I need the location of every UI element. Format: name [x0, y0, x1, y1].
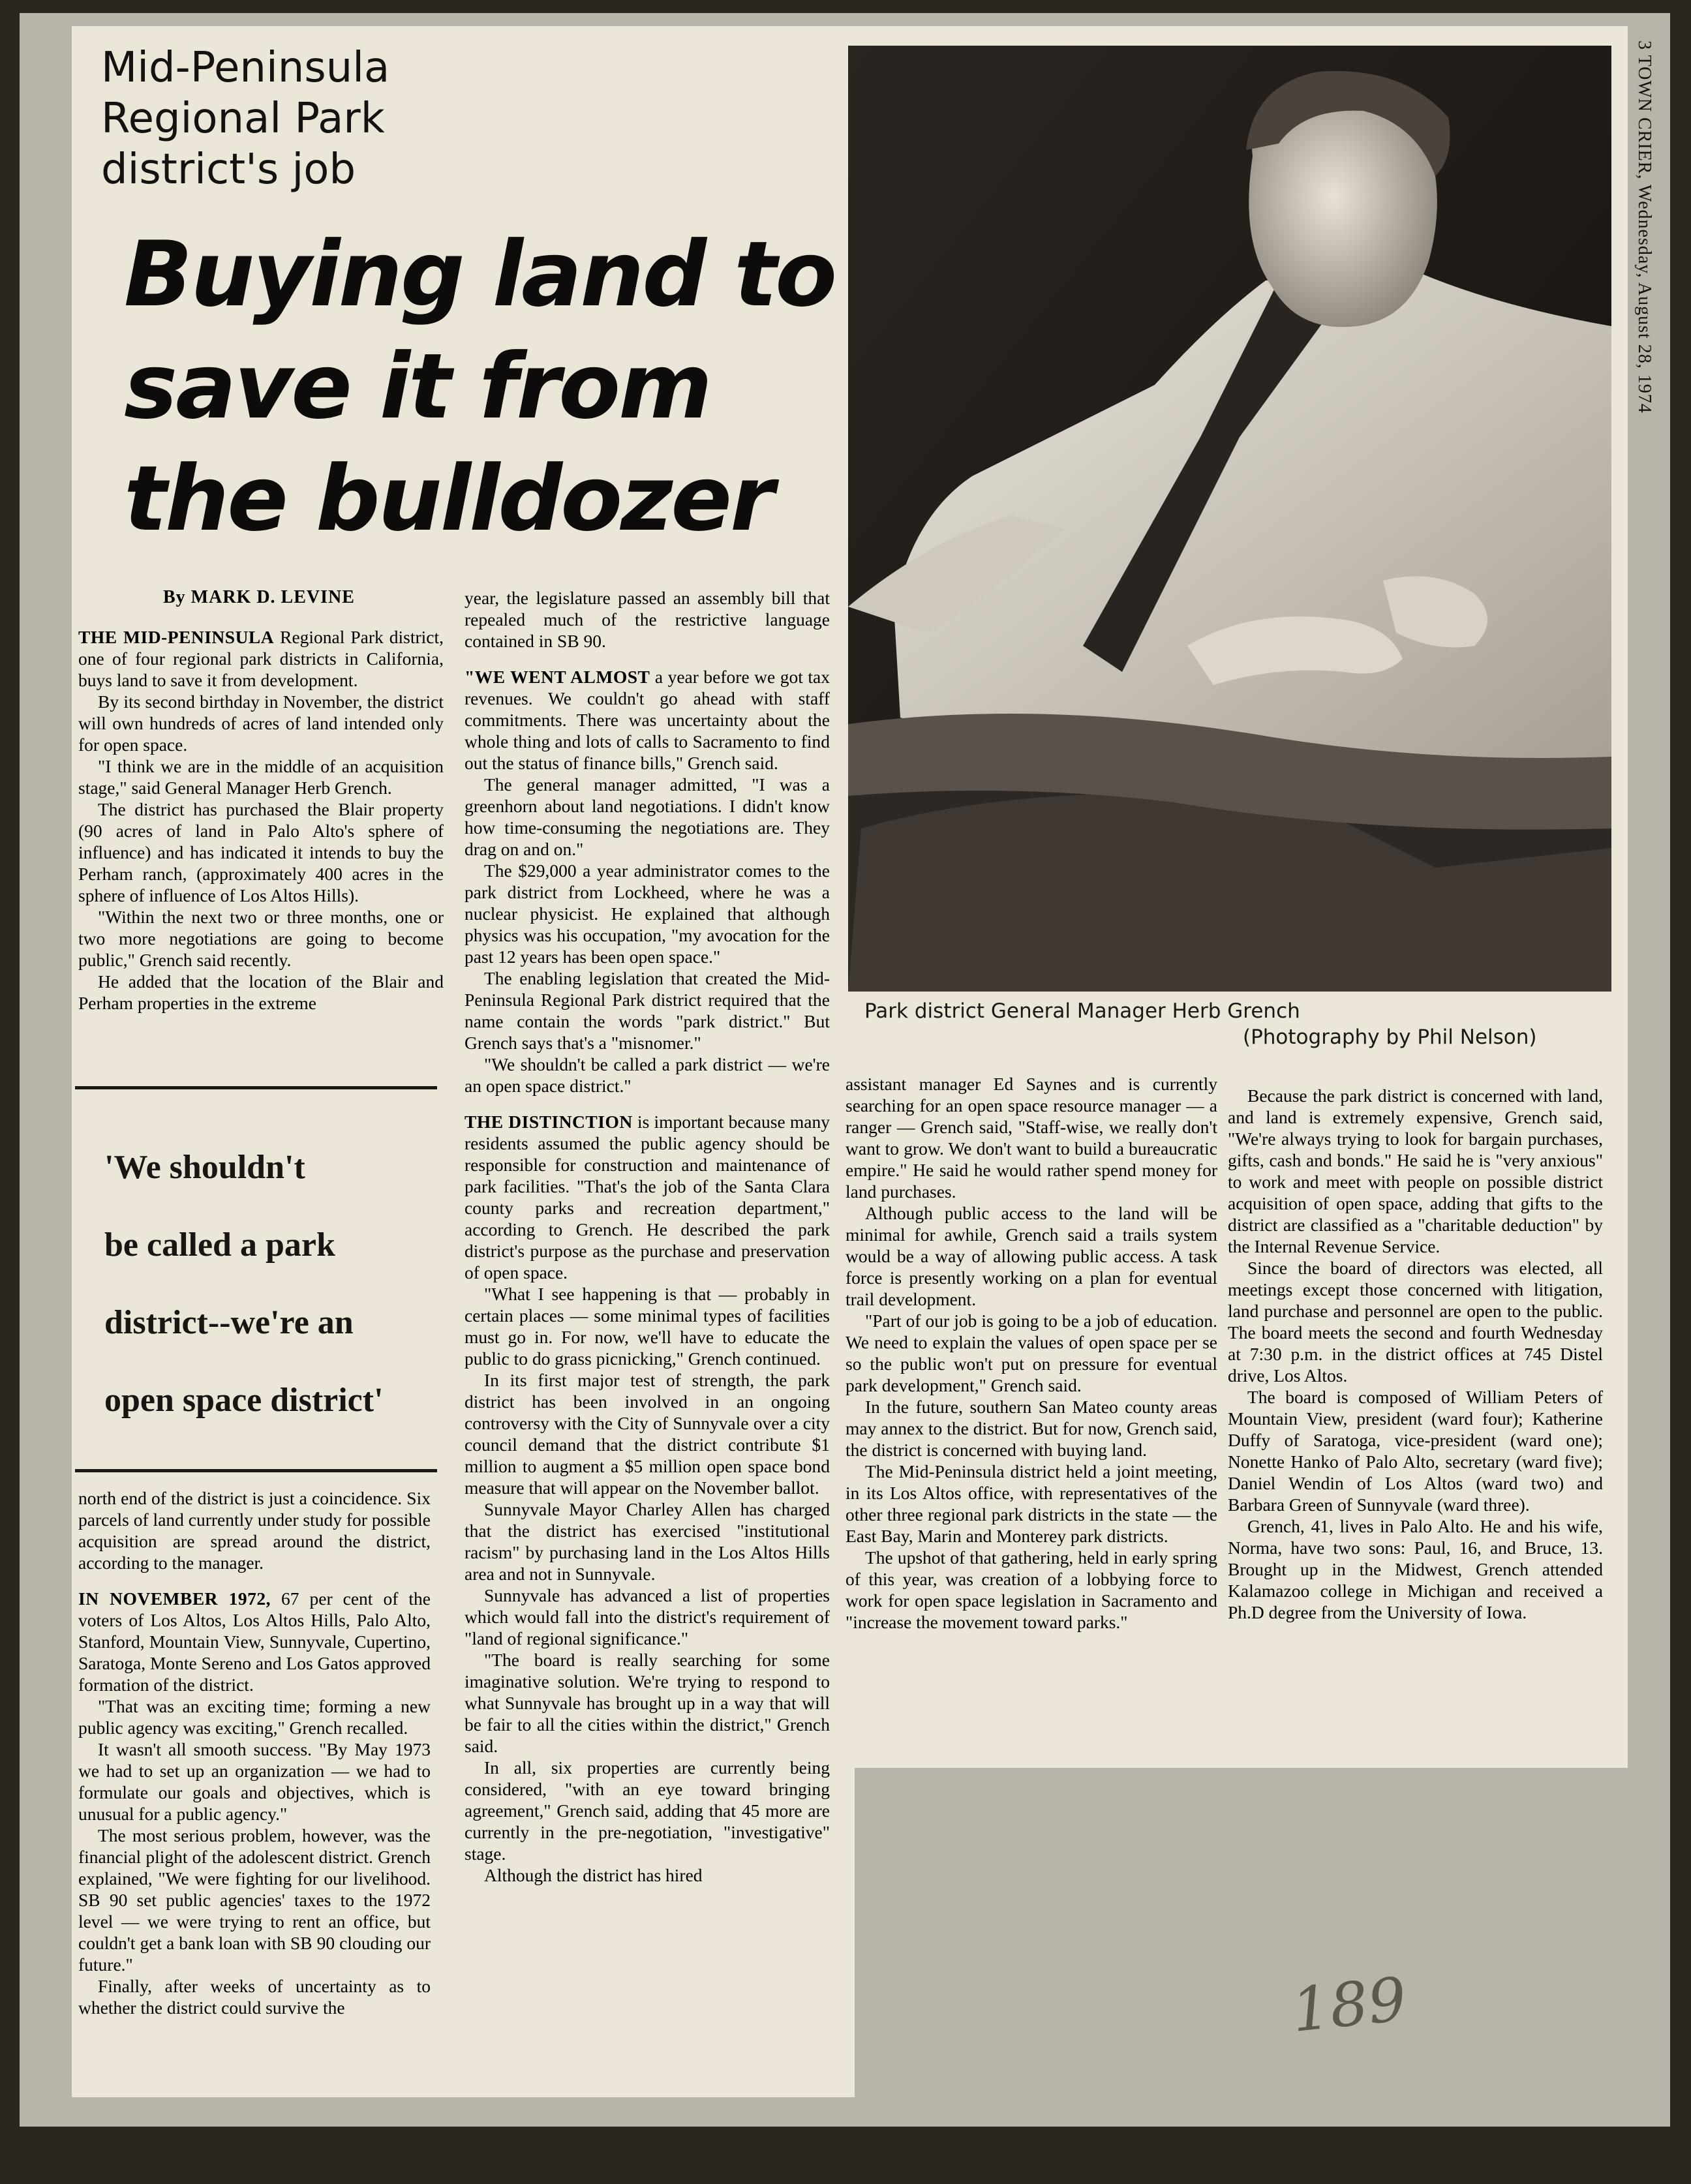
paragraph-lead-in: IN NOVEMBER 1972,: [78, 1588, 271, 1609]
article-paragraph: [465, 1498, 830, 1585]
pull-quote-line: district--we're an: [104, 1304, 354, 1341]
article-paragraph: [465, 1864, 830, 1886]
handwritten-page-number: 189: [1288, 1964, 1410, 2046]
pull-quote-rule-top: [75, 1086, 437, 1089]
article-paragraph: [465, 1111, 830, 1283]
caption-text: Park district General Manager Herb Grench: [864, 999, 1300, 1023]
paragraph-text: north end of the district is just a coincidence. Six parcels of land currently under study for possible acquisition are spread around the district, according to the manager.: [78, 1488, 431, 1573]
paragraph-text: The $29,000 a year administrator comes to the park district from Lockheed, where he was a nuclear physicist. He explained that although physics was his occupation, "my avocation for the past 12 years has been open space.": [465, 860, 830, 967]
paragraph-text: Sunnyvale has advanced a list of properties which would fall into the district's requirement of "land of regional significance.": [465, 1585, 830, 1648]
byline: By MARK D. LEVINE: [163, 587, 355, 607]
article-paragraph: [846, 1396, 1217, 1461]
article-paragraph: [465, 587, 830, 652]
headline-line: save it from: [124, 334, 710, 439]
paragraph-text: He added that the location of the Blair and Perham properties in the extreme: [78, 971, 444, 1013]
paragraph-text: assistant manager Ed Saynes and is currently searching for an open space resource manager — a ranger — Grench said, "Staff-wise, we really don't want to grow. We don't want to build a bureaucratic empire." He said he would rather spend money for land purchases.: [846, 1074, 1217, 1202]
article-paragraph: [465, 1585, 830, 1649]
paragraph-text: "I think we are in the middle of an acquisition stage," said General Manager Herb Grench.: [78, 756, 444, 798]
article-paragraph: [78, 1975, 431, 2018]
paragraph-text: "That was an exciting time; forming a new public agency was exciting," Grench recalled.: [78, 1696, 431, 1738]
paragraph-text: The upshot of that gathering, held in early spring of this year, was creation of a lobbying force to work for open space legislation in Sacramento and "increase the movement toward parks.": [846, 1547, 1217, 1632]
paragraph-text: Sunnyvale Mayor Charley Allen has charged that the district has exercised "institutional racism" by purchasing land in the Los Altos Hills area and not in Sunnyvale.: [465, 1499, 830, 1584]
article-paragraph: [1228, 1085, 1603, 1257]
paragraph-text: "The board is really searching for some imaginative solution. We're trying to respond to what Sunnyvale has brought up in a way that will be fair to all the cities within the district," Grench said.: [465, 1650, 830, 1756]
dateline: [1626, 40, 1665, 510]
paragraph-text: "We shouldn't be called a park district — we're an open space district.": [465, 1054, 830, 1096]
article-paragraph: [78, 798, 444, 906]
paragraph-text: Since the board of directors was elected, all meetings except those concerned with litigation, land purchase and personnel are open to the public. The board meets the second and fourth Wednesday at 7:30 p.m. in the district offices at 745 Distel drive, Los Altos.: [1228, 1258, 1603, 1386]
article-paragraph: [846, 1310, 1217, 1396]
paragraph-text: Regional Park district, one of four regional park districts in California, buys land to save it from development.: [78, 627, 444, 690]
photo-caption: [864, 998, 1615, 1050]
paragraph-text: The Mid-Peninsula district held a joint meeting, in its Los Altos office, with representatives of the other three regional park districts in the state — the East Bay, Marin and Monterey park districts.: [846, 1461, 1217, 1546]
article-column-1-continued: [78, 1487, 431, 2018]
paragraph-text: Because the park district is concerned with land, and land is extremely expensive, Grench said, "We're always trying to look for bargain purchases, gifts, cash and bonds." He said he is "very anxious" to work and meet with people on possible district acquisition of open space, adding that gifts to the district are classified as a "charitable deduction" by the Internal Revenue Service.: [1228, 1085, 1603, 1256]
article-paragraph: [1228, 1515, 1603, 1623]
article-paragraph: [846, 1202, 1217, 1310]
article-paragraph: [846, 1461, 1217, 1547]
headline-line: Buying land to: [124, 222, 836, 327]
article-paragraph: [78, 691, 444, 755]
kicker-line: district's job: [101, 145, 356, 194]
article-paragraph: [846, 1073, 1217, 1202]
article-paragraph: [465, 774, 830, 860]
article-paragraph: [846, 1547, 1217, 1633]
article-paragraph: [78, 1588, 431, 1695]
paragraph-text: By its second birthday in November, the district will own hundreds of acres of land intended only for open space.: [78, 691, 444, 755]
article-column-3: [846, 1073, 1217, 1633]
article-column-1: [78, 626, 444, 1014]
headline: [124, 219, 842, 555]
article-paragraph: [1228, 1386, 1603, 1515]
article-paragraph: [465, 967, 830, 1054]
article-paragraph: [78, 626, 444, 691]
article-paragraph: [78, 1825, 431, 1975]
paragraph-text: The enabling legislation that created the Mid-Peninsula Regional Park district required that the name contain the words "park district." But Grench says that's a "misnomer.": [465, 968, 830, 1053]
article-paragraph: [465, 666, 830, 774]
paragraph-text: a year before we got tax revenues. We couldn't go ahead with staff commitments. There was uncertainty about the whole thing and lots of calls to Sacramento to find out the status of finance bills," Grench said.: [465, 667, 830, 773]
article-paragraph: [465, 1054, 830, 1097]
paragraph-text: The district has purchased the Blair property (90 acres of land in Palo Alto's sphere of influence) and has indicated it intends to buy the Perham ranch, (approximately 400 acres in the sphere of influence of Los Altos Hills).: [78, 799, 444, 905]
portrait-photo: [848, 46, 1611, 992]
paragraph-text: The general manager admitted, "I was a greenhorn about land negotiations. I didn't know how time-consuming the negotiations are. They drag on and on.": [465, 774, 830, 859]
paragraph-lead-in: THE MID-PENINSULA: [78, 627, 275, 647]
article-paragraph: [78, 1738, 431, 1825]
article-paragraph: [465, 1649, 830, 1757]
article-paragraph: [78, 1695, 431, 1738]
paragraph-lead-in: THE DISTINCTION: [465, 1112, 633, 1132]
pull-quote-line: open space district': [104, 1382, 384, 1419]
paragraph-text: is important because many residents assumed the public agency should be responsible for construction and maintenance of park facilities. "That's the job of the Santa Clara county parks and recreation department," according to Grench. He described the park district's purpose as the purchase and preservation of open space.: [465, 1112, 830, 1282]
pull-quote-rule-bottom: [75, 1469, 437, 1472]
paragraph-text: 67 per cent of the voters of Los Altos, Los Altos Hills, Palo Alto, Stanford, Mountain View, Sunnyvale, Cupertino, Saratoga, Monte Sereno and Los Gatos approved formation of the district.: [78, 1588, 431, 1695]
paragraph-text: In all, six properties are currently being considered, "with an eye toward bringing agreement," Grench said, adding that 45 more are currently in the pre-negotiation, "investigative" stage.: [465, 1757, 830, 1864]
article-column-4: [1228, 1085, 1603, 1623]
portrait-illustration: [848, 46, 1611, 992]
pull-quote-line: 'We shouldn't: [104, 1149, 305, 1186]
paragraph-text: The board is composed of William Peters of Mountain View, president (ward four); Katherine Duffy of Saratoga, vice-president (ward one); Nonette Hanko of Palo Alto, secretary (ward five); Daniel Wendin of Los Altos (ward two) and Barbara Green of Sunnyvale (ward three).: [1228, 1387, 1603, 1515]
headline-line: the bulldozer: [124, 446, 773, 551]
paragraph-text: "Part of our job is going to be a job of education. We need to explain the values of open space per se so the public won't put on pressure for eventual park development," Grench said.: [846, 1311, 1217, 1395]
kicker-line: Regional Park: [101, 95, 385, 143]
kicker: [101, 42, 754, 195]
pull-quote-line: be called a park: [104, 1226, 335, 1264]
paragraph-text: Although the district has hired: [484, 1865, 703, 1885]
paragraph-text: It wasn't all smooth success. "By May 1973 we had to set up an organization — we had to formulate our goals and objectives, which is unusual for a public agency.": [78, 1739, 431, 1824]
paragraph-text: year, the legislature passed an assembly bill that repealed much of the restrictive language contained in SB 90.: [465, 588, 830, 651]
article-paragraph: [78, 755, 444, 798]
article-paragraph: [465, 1283, 830, 1369]
paragraph-text: In its first major test of strength, the park district has been involved in an ongoing controversy with the City of Sunnyvale over a city council demand that the district contribute $1 million to augment a $5 million open space bond measure that will appear on the November ballot.: [465, 1370, 830, 1498]
article-paragraph: [1228, 1257, 1603, 1386]
paragraph-lead-in: "WE WENT ALMOST: [465, 667, 650, 687]
paragraph-text: Grench, 41, lives in Palo Alto. He and his wife, Norma, have two sons: Paul, 16, and Bruce, 13. Brought up in the Midwest, Grench attended Kalamazoo college in Michigan and received a Ph.D degree from the University of Iowa.: [1228, 1516, 1603, 1622]
kicker-line: Mid-Peninsula: [101, 44, 390, 92]
article-paragraph: [78, 1487, 431, 1573]
paragraph-text: In the future, southern San Mateo county areas may annex to the district. But for now, Grench said, the district is concerned with buying land.: [846, 1397, 1217, 1460]
article-column-2: [465, 587, 830, 1886]
paragraph-text: "Within the next two or three months, one or two more negotiations are going to become public," Grench said recently.: [78, 907, 444, 970]
paragraph-text: The most serious problem, however, was the financial plight of the adolescent district. Grench explained, "We were fighting for our livelihood. SB 90 set public agencies' taxes to the 1972 level — we were trying to rent an office, but couldn't get a bank loan with SB 90 clouding our future.": [78, 1825, 431, 1975]
paragraph-text: "What I see happening is that — probably in certain places — some minimal types of facilities must go in. For now, we'll have to educate the public to do grass picnicking," Grench continued.: [465, 1284, 830, 1369]
article-paragraph: [465, 860, 830, 967]
article-paragraph: [465, 1757, 830, 1864]
photo-credit: (Photography by Phil Nelson): [1243, 1025, 1537, 1049]
pull-quote: [104, 1129, 444, 1439]
article-paragraph: [78, 971, 444, 1014]
dateline-text: 3 TOWN CRIER, Wednesday, August 28, 1974: [1634, 40, 1654, 414]
paragraph-text: Although public access to the land will be minimal for awhile, Grench said a trails system would be a way of allowing public access. A task force is presently working on a plan for eventual trail development.: [846, 1203, 1217, 1309]
article-paragraph: [465, 1369, 830, 1498]
paragraph-text: Finally, after weeks of uncertainty as to whether the district could survive the: [78, 1976, 431, 2018]
article-paragraph: [78, 906, 444, 971]
